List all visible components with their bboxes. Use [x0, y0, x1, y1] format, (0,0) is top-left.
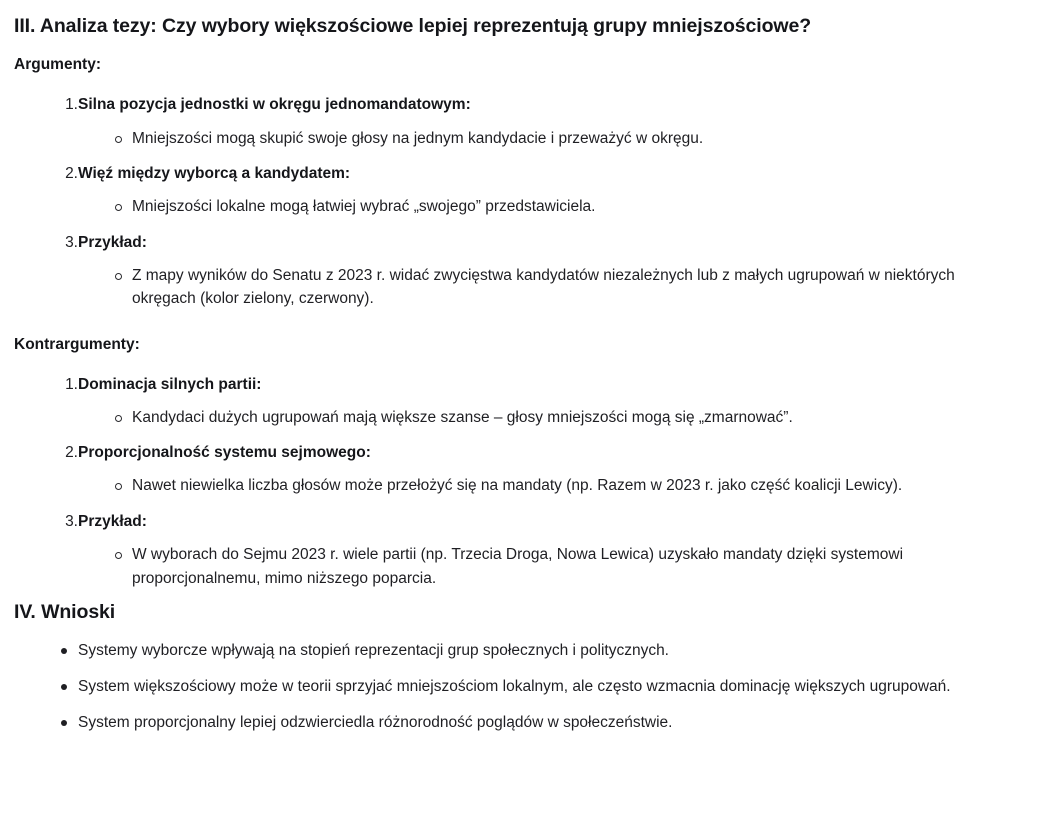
circle-bullet-icon: [115, 552, 122, 559]
disc-bullet-icon: [61, 648, 67, 654]
list-item: [78, 264, 1012, 311]
argument-title: Więź między wyborcą a kandydatem:: [78, 165, 351, 183]
list-item: [14, 231, 1012, 311]
list-item: [14, 510, 1012, 590]
counterargument-detail-text: Nawet niewielka liczba głosów może przełożyć się na mandaty (np. Razem w 2023 r. jako część koalicji Lewicy).: [132, 477, 903, 495]
list-item: [78, 127, 1012, 151]
circle-bullet-icon: [115, 136, 122, 143]
list-item: [14, 441, 1012, 498]
list-item: [14, 675, 1012, 699]
list-marker-number: 2.: [65, 444, 78, 462]
arguments-list: [14, 93, 1012, 310]
disc-bullet-icon: [61, 720, 67, 726]
counterargument-details: [78, 474, 1012, 498]
counterarguments-label: Kontrargumenty:: [14, 335, 140, 353]
counterargument-detail-text: Kandydaci dużych ugrupowań mają większe szanse – głosy mniejszości mogą się „zmarnować”.: [132, 408, 793, 426]
argument-details: [78, 127, 1012, 151]
circle-bullet-icon: [115, 204, 122, 211]
list-item: [14, 639, 1012, 663]
circle-bullet-icon: [115, 415, 122, 422]
list-marker-number: 3.: [65, 233, 78, 251]
arguments-label: Argumenty:: [14, 56, 101, 74]
list-marker-number: 1.: [65, 96, 78, 114]
argument-detail-text: Mniejszości mogą skupić swoje głosy na jednym kandydacie i przeważyć w okręgu.: [132, 129, 704, 147]
list-item: [78, 406, 1012, 430]
counterargument-details: [78, 406, 1012, 430]
section-four-heading: IV. Wnioski: [14, 601, 116, 624]
argument-title: Silna pozycja jednostki w okręgu jednomandatowym:: [78, 96, 471, 114]
counterarguments-list: [14, 373, 1012, 590]
argument-detail-text: Z mapy wyników do Senatu z 2023 r. widać zwycięstwa kandydatów niezależnych lub z małych ugrupowań w niektórych okręgach (kolor zielony, czerwony).: [132, 266, 955, 308]
conclusion-text: Systemy wyborcze wpływają na stopień reprezentacji grup społecznych i politycznych.: [78, 642, 669, 660]
list-marker-number: 2.: [65, 165, 78, 183]
list-item: [14, 162, 1012, 219]
list-item: [14, 711, 1012, 735]
counterargument-details: [78, 543, 1012, 590]
circle-bullet-icon: [115, 273, 122, 280]
circle-bullet-icon: [115, 483, 122, 490]
counterargument-title: Proporcjonalność systemu sejmowego:: [78, 444, 371, 462]
argument-details: [78, 195, 1012, 219]
list-item: [78, 543, 1012, 590]
counterargument-title: Przykład:: [78, 512, 147, 530]
counterargument-title: Dominacja silnych partii:: [78, 375, 262, 393]
list-item: [78, 474, 1012, 498]
list-item: [14, 93, 1012, 150]
disc-bullet-icon: [61, 684, 67, 690]
list-marker-number: 3.: [65, 512, 78, 530]
section-three-heading: III. Analiza tezy: Czy wybory większościowe lepiej reprezentują grupy mniejszościowe?: [14, 15, 812, 37]
conclusions-list: [14, 639, 1012, 734]
list-item: [14, 373, 1012, 430]
conclusion-text: System proporcjonalny lepiej odzwierciedla różnorodność poglądów w społeczeństwie.: [78, 713, 673, 731]
list-item: [78, 195, 1012, 219]
conclusion-text: System większościowy może w teorii sprzyjać mniejszościom lokalnym, ale często wzmacnia dominację większych ugrupowań.: [78, 677, 951, 695]
argument-detail-text: Mniejszości lokalne mogą łatwiej wybrać „swojego” przedstawiciela.: [132, 198, 596, 216]
argument-details: [78, 264, 1012, 311]
counterargument-detail-text: W wyborach do Sejmu 2023 r. wiele partii (np. Trzecia Droga, Nowa Lewica) uzyskało mandaty dzięki systemowi proporcjonalnemu, mimo niższego poparcia.: [132, 546, 904, 587]
list-marker-number: 1.: [65, 375, 78, 393]
argument-title: Przykład:: [78, 233, 147, 251]
